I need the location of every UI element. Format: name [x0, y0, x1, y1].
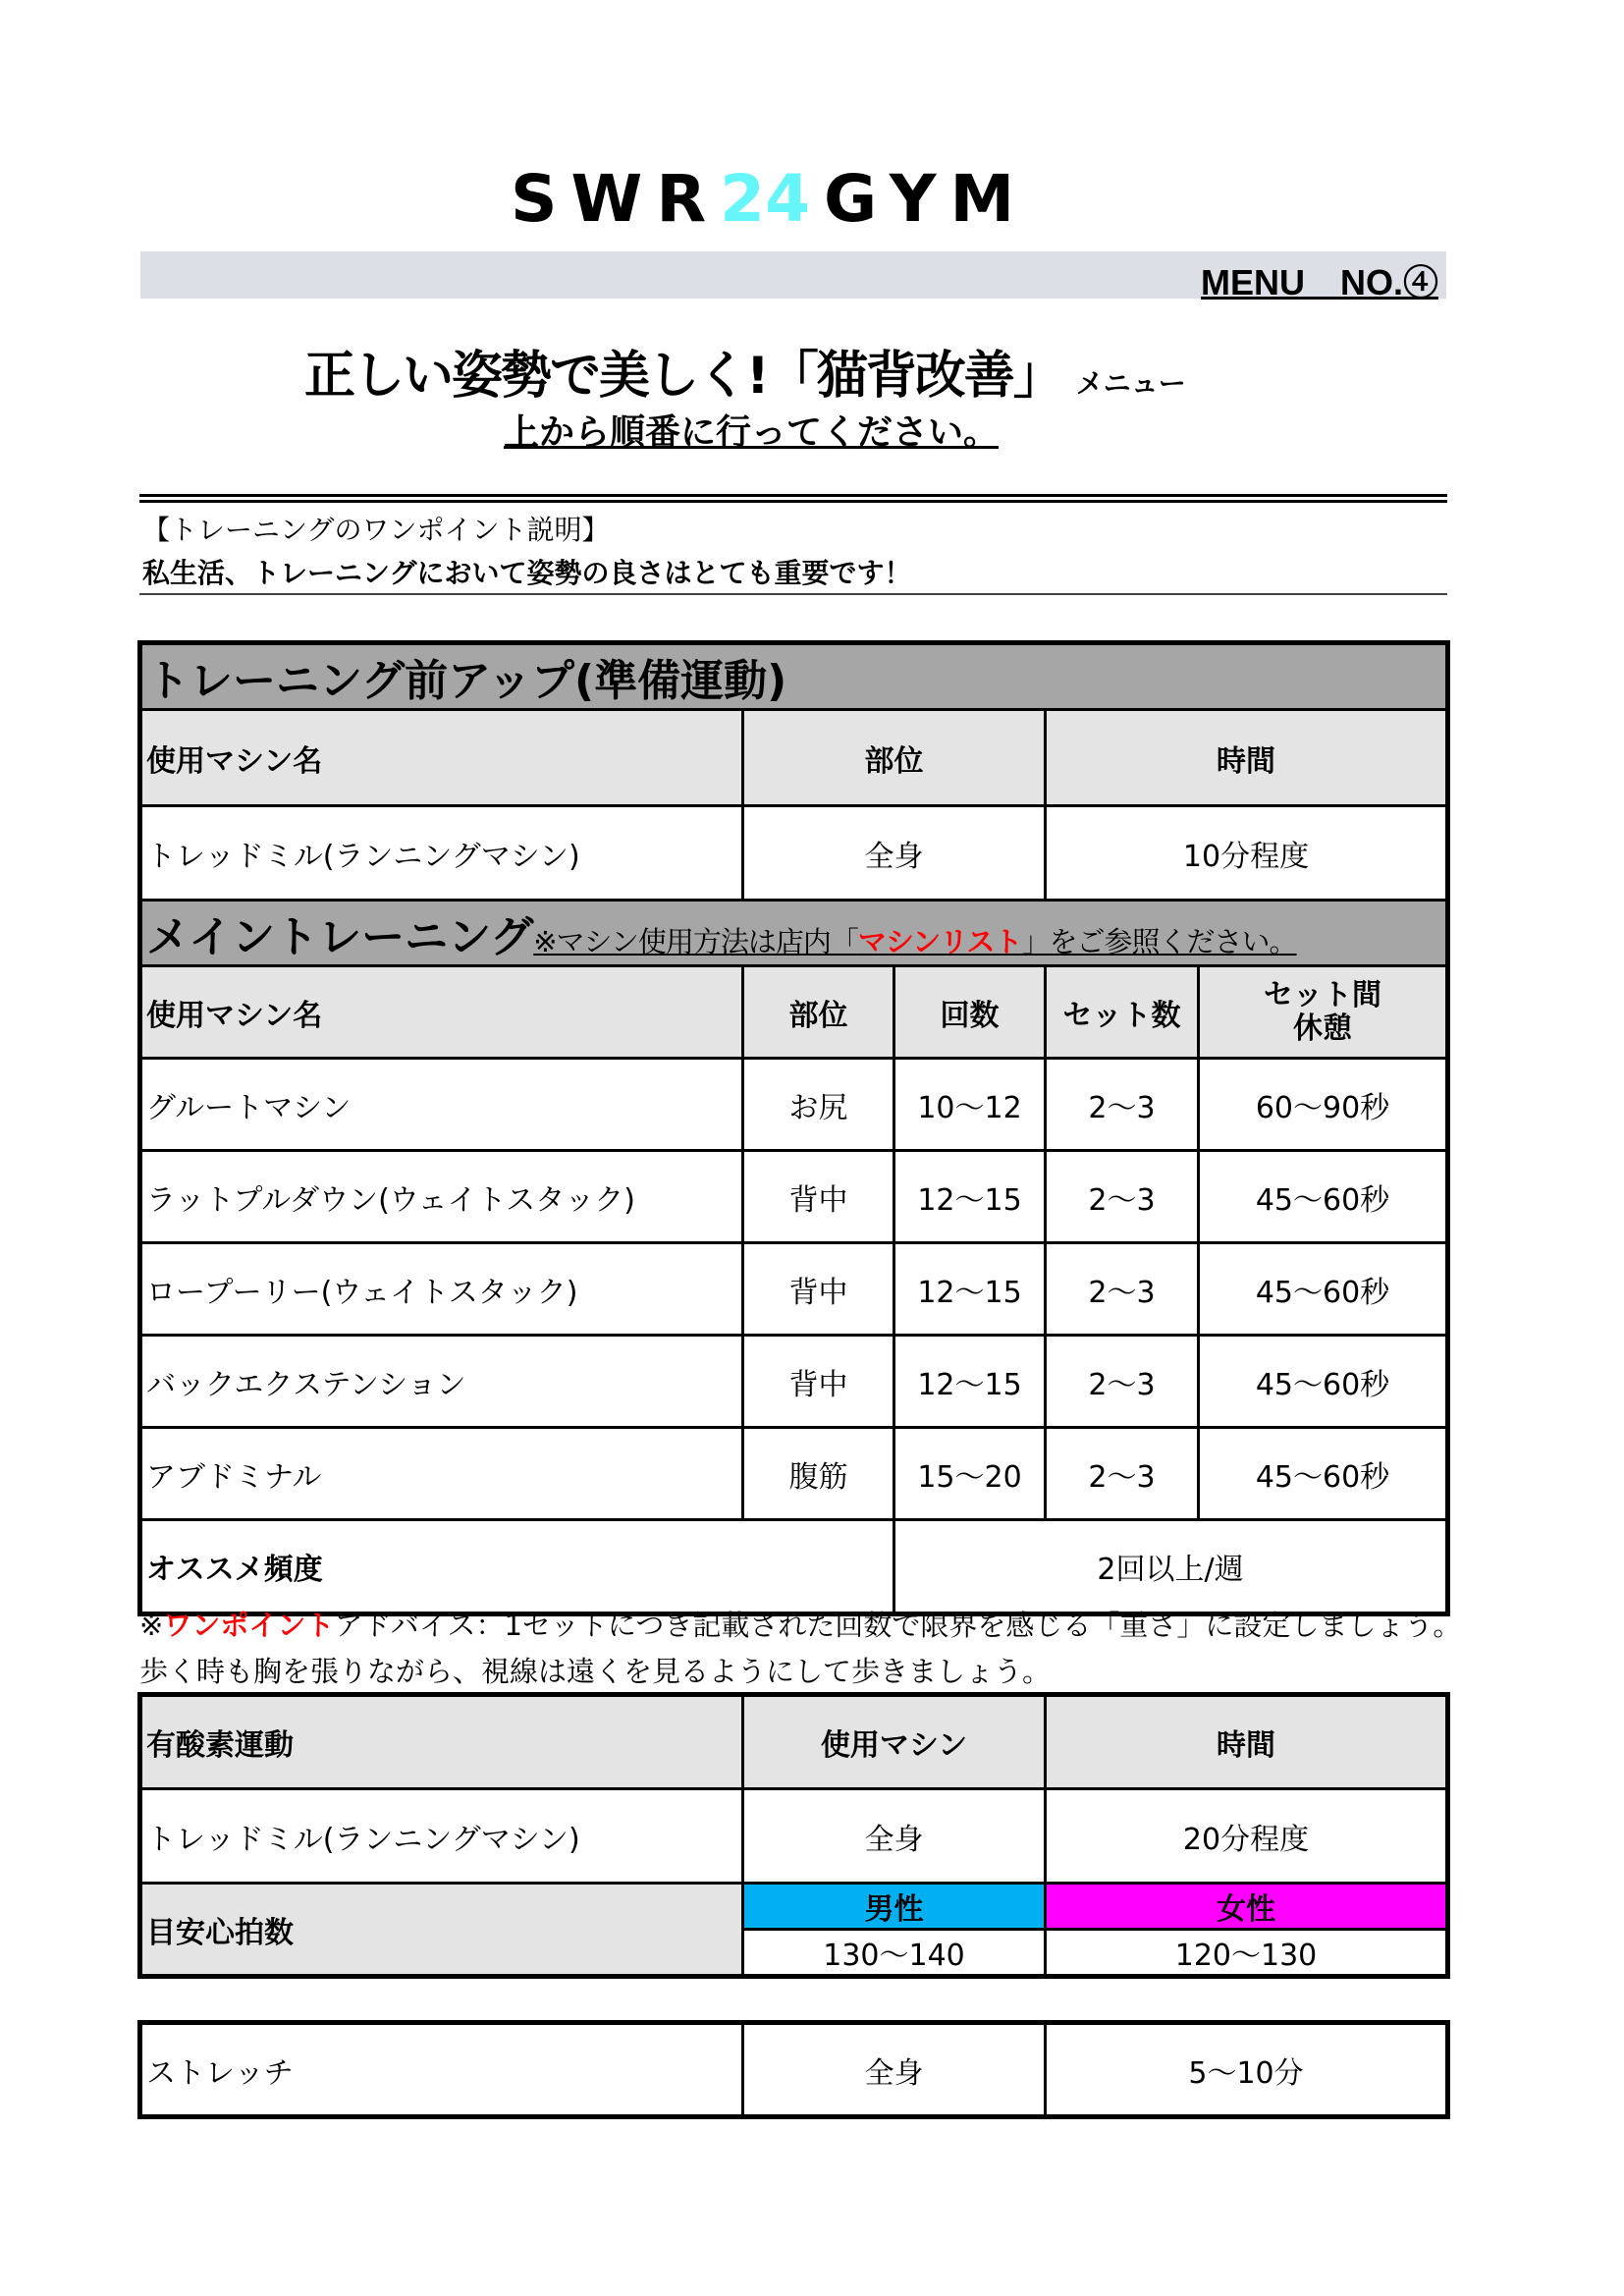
row-sets: 2〜3 [1046, 1243, 1199, 1336]
warmup-row [140, 806, 1448, 901]
cardio-header-time: 時間 [1046, 1695, 1448, 1789]
main-header-part: 部位 [743, 966, 894, 1059]
main-header-sets: セット数 [1046, 966, 1199, 1059]
warmup-time: 10分程度 [1046, 806, 1448, 901]
tip-highlight: ワンポイント [163, 1609, 335, 1642]
row-machine: ロープーリー(ウェイトスタック) [140, 1243, 743, 1336]
training-table [137, 640, 1450, 1616]
row-sets: 2〜3 [1046, 1151, 1199, 1243]
heart-rate-header-row [140, 1884, 1448, 1930]
cardio-machine: トレッドミル(ランニングマシン) [140, 1789, 743, 1884]
row-machine: アブドミナル [140, 1428, 743, 1520]
warmup-header-machine: 使用マシン名 [140, 710, 743, 806]
row-reps: 12〜15 [894, 1336, 1046, 1428]
stretch-row [140, 2023, 1448, 2117]
cardio-header-row [140, 1695, 1448, 1789]
row-rest: 45〜60秒 [1199, 1428, 1448, 1520]
main-header-rest [1199, 966, 1448, 1059]
row-reps: 10〜12 [894, 1059, 1046, 1151]
thin-rule-divider [139, 593, 1447, 595]
frequency-value: 2回以上/週 [894, 1520, 1448, 1614]
stretch-time: 5〜10分 [1046, 2023, 1448, 2117]
title-main: 正しい姿勢で美しく!「猫背改善」 [304, 347, 1062, 406]
logo-prefix: SWR [511, 161, 721, 237]
main-header-machine: 使用マシン名 [140, 966, 743, 1059]
female-heart-rate: 120〜130 [1046, 1930, 1448, 1977]
male-heart-rate: 130〜140 [743, 1930, 1046, 1977]
main-header-row [140, 966, 1448, 1059]
warmup-section-title: トレーニング前アップ(準備運動) [140, 643, 1448, 710]
table-row [140, 1151, 1448, 1243]
row-part: お尻 [743, 1059, 894, 1151]
cardio-time: 20分程度 [1046, 1789, 1448, 1884]
main-header-reps: 回数 [894, 966, 1046, 1059]
row-reps: 12〜15 [894, 1151, 1046, 1243]
tip-line-1 [139, 1604, 1461, 1644]
title-suffix: メニュー [1075, 367, 1186, 400]
tip-line-2: 歩く時も胸を張りながら、視線は遠くを見るようにして歩きましょう。 [139, 1655, 1052, 1688]
cardio-part: 全身 [743, 1789, 1046, 1884]
main-section-title [140, 901, 1448, 966]
row-reps: 15〜20 [894, 1428, 1046, 1520]
frequency-label: オススメ頻度 [140, 1520, 894, 1614]
row-machine: グルートマシン [140, 1059, 743, 1151]
rest-header-line2: 休憩 [1293, 1011, 1352, 1046]
male-label: 男性 [743, 1884, 1046, 1930]
gym-logo [511, 161, 1029, 237]
warmup-machine: トレッドミル(ランニングマシン) [140, 806, 743, 901]
heart-rate-label: 目安心拍数 [140, 1884, 743, 1977]
stretch-table [137, 2020, 1450, 2119]
row-machine: バックエクステンション [140, 1336, 743, 1428]
warmup-header-part: 部位 [743, 710, 1046, 806]
main-section-label: メイントレーニング [146, 912, 534, 962]
cardio-table [137, 1692, 1450, 1979]
note-heading: 【トレーニングのワンポイント説明】 [142, 514, 610, 546]
stretch-name: ストレッチ [140, 2023, 743, 2117]
row-sets: 2〜3 [1046, 1336, 1199, 1428]
table-row [140, 1336, 1448, 1428]
main-section-note [533, 925, 1296, 958]
row-machine: ラットプルダウン(ウェイトスタック) [140, 1151, 743, 1243]
menu-band [140, 251, 1446, 302]
warmup-part: 全身 [743, 806, 1046, 901]
cardio-header-machine: 使用マシン [743, 1695, 1046, 1789]
tip-prefix: ※ [139, 1609, 164, 1642]
note-prefix: ※マシン使用方法は店内「 [533, 925, 858, 958]
double-rule-divider [139, 494, 1447, 503]
logo-suffix: GYM [824, 161, 1029, 237]
row-rest: 45〜60秒 [1199, 1336, 1448, 1428]
warmup-header-time: 時間 [1046, 710, 1448, 806]
tip-text: アドバイス：1セットにつき記載された回数で限界を感じる「重さ」に設定しましょう。 [334, 1609, 1462, 1642]
row-sets: 2〜3 [1046, 1428, 1199, 1520]
stretch-part: 全身 [743, 2023, 1046, 2117]
page-title [304, 334, 1186, 408]
row-part: 背中 [743, 1336, 894, 1428]
female-label: 女性 [1046, 1884, 1448, 1930]
row-reps: 12〜15 [894, 1243, 1046, 1336]
cardio-row [140, 1789, 1448, 1884]
frequency-row [140, 1520, 1448, 1614]
menu-number: MENU NO.④ [1201, 262, 1438, 302]
row-part: 背中 [743, 1151, 894, 1243]
warmup-header-row [140, 710, 1448, 806]
table-row [140, 1428, 1448, 1520]
page-subtitle: 上から順番に行ってください。 [503, 412, 999, 453]
logo-accent: 24 [720, 161, 811, 237]
row-part: 背中 [743, 1243, 894, 1336]
machine-list-link[interactable]: マシンリスト [857, 925, 1022, 958]
row-rest: 45〜60秒 [1199, 1243, 1448, 1336]
cardio-header-label: 有酸素運動 [140, 1695, 743, 1789]
row-rest: 45〜60秒 [1199, 1151, 1448, 1243]
table-row [140, 1059, 1448, 1151]
row-rest: 60〜90秒 [1199, 1059, 1448, 1151]
table-row [140, 1243, 1448, 1336]
row-part: 腹筋 [743, 1428, 894, 1520]
row-sets: 2〜3 [1046, 1059, 1199, 1151]
rest-header-line1: セット間 [1264, 977, 1381, 1012]
note-suffix: 」をご参照ください。 [1021, 925, 1297, 958]
note-body: 私生活、トレーニングにおいて姿勢の良さはとても重要です！ [142, 557, 912, 589]
